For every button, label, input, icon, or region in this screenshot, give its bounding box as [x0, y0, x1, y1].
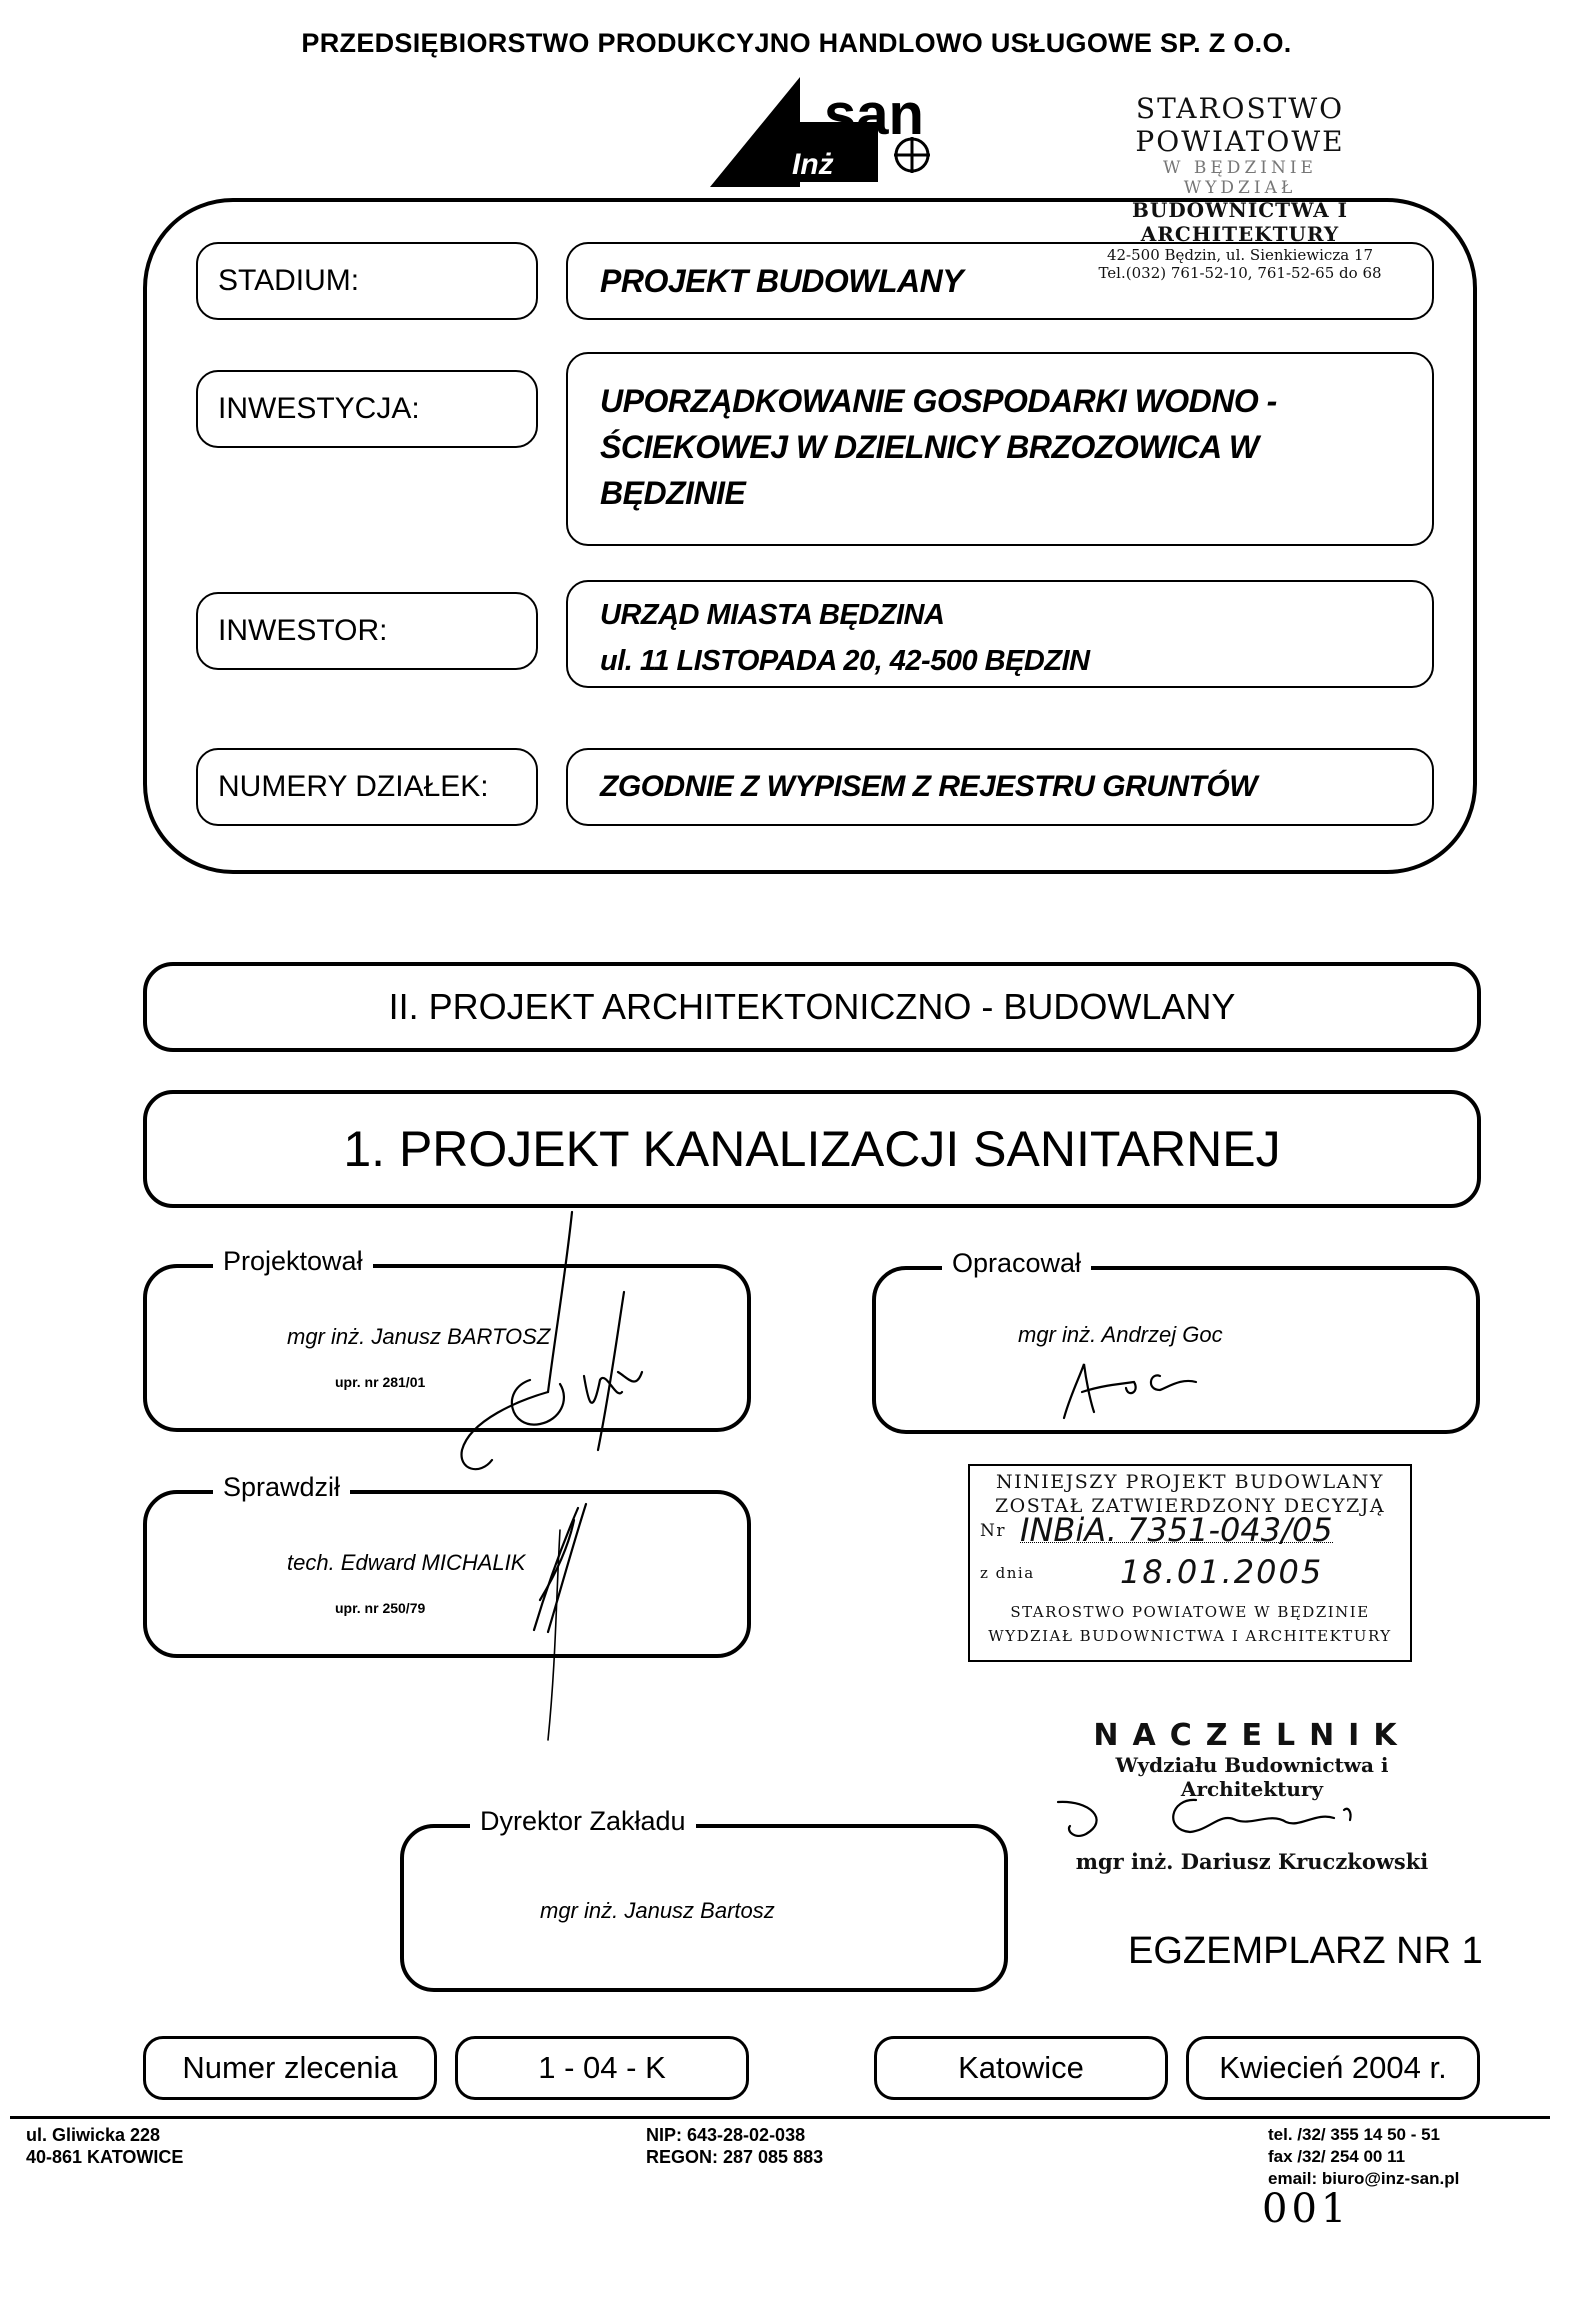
footer-tel: tel. /32/ 355 14 50 - 51: [1268, 2125, 1441, 2144]
signature-michalik: [534, 1504, 586, 1740]
footer-email: email: biuro@inz-san.pl: [1268, 2169, 1460, 2188]
designed-name: mgr inż. Janusz BARTOSZ: [287, 1324, 551, 1349]
header-stamp-line4: BUDOWNICTWA I ARCHITEKTURY: [1131, 198, 1349, 246]
investor-line-1: URZĄD MIASTA BĘDZINA: [600, 599, 945, 631]
chief-title: NACZELNIK: [1093, 1718, 1411, 1753]
checked-upr: upr. nr 250/79: [335, 1600, 426, 1616]
stadium-label: STADIUM:: [196, 242, 538, 320]
plots-label: NUMERY DZIAŁEK:: [196, 748, 538, 826]
stadium-value: PROJEKT BUDOWLANY: [566, 242, 1434, 320]
checked-label: Sprawdził: [213, 1472, 350, 1503]
director-name: mgr inż. Janusz Bartosz: [540, 1898, 775, 1923]
signature-bartosz: [462, 1212, 642, 1469]
designed-label: Projektował: [213, 1246, 373, 1277]
footer-regon: REGON: 287 085 883: [646, 2147, 824, 2167]
section-title: II. PROJEKT ARCHITEKTONICZNO - BUDOWLANY: [143, 962, 1481, 1052]
investor-line-2: ul. 11 LISTOPADA 20, 42-500 BĘDZIN: [600, 645, 1090, 677]
city: Katowice: [874, 2036, 1168, 2100]
prepared-label: Opracował: [942, 1248, 1091, 1279]
logo-word: san: [824, 82, 924, 147]
order-value: 1 - 04 - K: [455, 2036, 749, 2100]
logo-prefix: Inż: [792, 148, 834, 181]
designed-upr: upr. nr 281/01: [335, 1374, 426, 1390]
chief-line2: Wydziału Budownictwa i Architektury: [1115, 1753, 1389, 1801]
investment-line-2: ŚCIEKOWEJ W DZIELNICY BRZOZOWICA W: [600, 429, 1259, 465]
header-stamp-line6: Tel.(032) 761-52-10, 761-52-65 do 68: [1098, 264, 1382, 282]
investor-label: INWESTOR:: [196, 592, 538, 670]
approval-line2: ZOSTAŁ ZATWIERDZONY DECYZJĄ: [994, 1495, 1386, 1517]
project-title: 1. PROJEKT KANALIZACJI SANITARNEJ: [143, 1090, 1481, 1208]
approval-line1: NINIEJSZY PROJEKT BUDOWLANY: [996, 1471, 1384, 1493]
approval-nr-prefix: Nr: [980, 1521, 1007, 1541]
footer-address2: 40-861 KATOWICE: [26, 2147, 184, 2167]
header-stamp-line5: 42-500 Będzin, ul. Sienkiewicza 17: [1106, 246, 1374, 264]
footer-fax: fax /32/ 254 00 11: [1268, 2147, 1406, 2166]
date: Kwiecień 2004 r.: [1186, 2036, 1480, 2100]
page-number: 001: [1262, 2186, 1351, 2232]
investment-line-1: UPORZĄDKOWANIE GOSPODARKI WODNO -: [600, 383, 1277, 419]
approval-line5: STAROSTWO POWIATOWE W BĘDZINIE: [1010, 1603, 1370, 1621]
header-stamp-line2: W BĘDZINIE: [1163, 158, 1317, 178]
approval-date-prefix: z dnia: [980, 1564, 1035, 1582]
prepared-name: mgr inż. Andrzej Goc: [1018, 1322, 1223, 1347]
approval-date-value: 18.01.2005: [1120, 1553, 1324, 1591]
approval-line6: WYDZIAŁ BUDOWNICTWA I ARCHITEKTURY: [988, 1627, 1392, 1645]
approval-nr-value: INBiA. 7351-043/05: [1020, 1511, 1333, 1549]
company-name: PRZEDSIĘBIORSTWO PRODUKCYJNO HANDLOWO USŁUGOWE SP. Z O.O.: [301, 28, 1292, 58]
signature-goc: [1064, 1364, 1196, 1418]
header-stamp-line1: STAROSTWO POWIATOWE: [1135, 92, 1345, 158]
footer-nip: NIP: 643-28-02-038: [646, 2125, 806, 2145]
chief-line3: mgr inż. Dariusz Kruczkowski: [1075, 1849, 1429, 1874]
checked-name: tech. Edward MICHALIK: [287, 1550, 526, 1575]
plots-value: ZGODNIE Z WYPISEM Z REJESTRU GRUNTÓW: [566, 748, 1434, 826]
header-stamp-line3: WYDZIAŁ: [1183, 178, 1297, 198]
investment-label: INWESTYCJA:: [196, 370, 538, 448]
order-label: Numer zlecenia: [143, 2036, 437, 2100]
signature-kruczkowski: [1058, 1800, 1351, 1836]
investment-line-3: BĘDZINIE: [600, 475, 746, 511]
copy-label: EGZEMPLARZ NR 1: [1128, 1930, 1483, 1972]
footer-address1: ul. Gliwicka 228: [26, 2125, 161, 2145]
director-label: Dyrektor Zakładu: [470, 1806, 696, 1837]
